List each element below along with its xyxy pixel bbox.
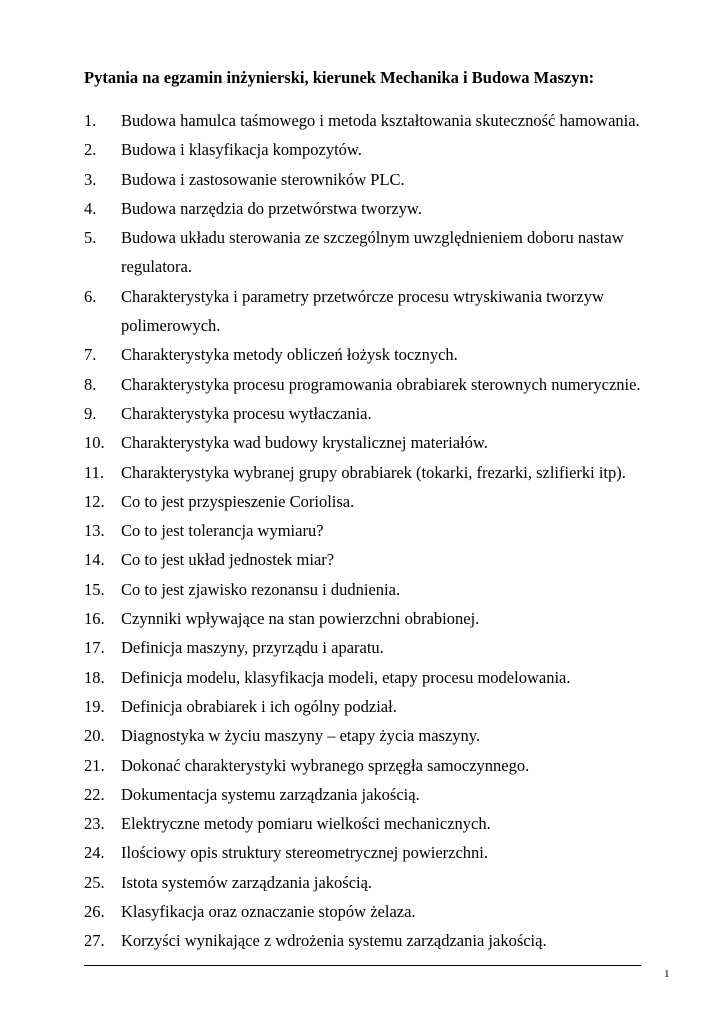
question-item (84, 780, 684, 809)
question-item (84, 751, 684, 780)
question-text: Budowa i zastosowanie sterowników PLC. (121, 169, 405, 189)
question-number: 3. (84, 169, 97, 189)
question-text: Budowa i klasyfikacja kompozytów. (121, 140, 362, 160)
question-item (84, 165, 684, 194)
page-number: 1 (664, 968, 670, 980)
question-text: Charakterystyka metody obliczeń łożysk tocznych. (121, 345, 458, 365)
question-list (84, 106, 684, 956)
question-text: Budowa hamulca taśmowego i metoda kształtowania skuteczność hamowania. (121, 111, 640, 130)
question-text: Charakterystyka procesu wytłaczania. (121, 403, 372, 423)
question-number: 25. (84, 872, 105, 892)
question-item (84, 545, 684, 574)
question-item (84, 194, 684, 223)
question-item (84, 926, 684, 955)
question-text: Diagnostyka w życiu maszyny – etapy życia maszyny. (121, 726, 481, 746)
question-number: 22. (84, 784, 105, 804)
question-text: Elektryczne metody pomiaru wielkości mechanicznych. (121, 814, 491, 834)
question-number: 23. (84, 814, 105, 834)
question-number: 16. (84, 609, 105, 629)
question-item (84, 838, 684, 867)
question-text: Budowa narzędzia do przetwórstwa tworzyw. (121, 198, 422, 218)
question-number: 7. (84, 345, 97, 365)
question-text: Co to jest przyspieszenie Coriolisa. (121, 491, 355, 511)
question-item (84, 692, 684, 721)
question-item (84, 721, 684, 750)
question-item (84, 897, 684, 926)
question-number: 27. (84, 931, 105, 951)
question-number: 14. (84, 550, 105, 570)
question-number: 26. (84, 902, 105, 922)
question-item (84, 663, 684, 692)
question-item (84, 633, 684, 662)
question-number: 2. (84, 140, 97, 160)
document-title: Pytania na egzamin inżynierski, kierunek Mechanika i Budowa Maszyn: (84, 68, 595, 87)
question-text: Co to jest zjawisko rezonansu i dudnienia. (121, 579, 401, 599)
question-number: 11. (84, 462, 105, 482)
question-number: 20. (84, 726, 105, 746)
question-text: Istota systemów zarządzania jakością. (121, 872, 373, 892)
question-text: Korzyści wynikające z wdrożenia systemu zarządzania jakością. (121, 931, 547, 951)
question-number: 18. (84, 667, 105, 687)
question-number: 6. (84, 286, 97, 306)
question-text: Co to jest tolerancja wymiaru? (121, 521, 324, 541)
footer-divider (84, 965, 641, 966)
question-text: Co to jest układ jednostek miar? (121, 550, 335, 570)
question-item (84, 428, 684, 457)
question-number: 19. (84, 696, 105, 716)
question-item (84, 604, 684, 633)
question-number: 24. (84, 843, 105, 863)
question-item (84, 809, 684, 838)
question-item (84, 223, 684, 282)
question-item (84, 370, 684, 399)
question-text: Dokumentacja systemu zarządzania jakością. (121, 784, 420, 804)
question-number: 21. (84, 755, 105, 775)
question-text: Definicja maszyny, przyrządu i aparatu. (121, 638, 384, 658)
question-number: 17. (84, 638, 105, 658)
question-item (84, 399, 684, 428)
question-number: 4. (84, 198, 97, 218)
question-text: Charakterystyka wad budowy krystalicznej materiałów. (121, 433, 488, 453)
question-text: Charakterystyka i parametry przetwórcze procesu wtryskiwania tworzyw polimerowych. (121, 286, 604, 336)
question-item (84, 340, 684, 369)
question-item (84, 282, 684, 341)
question-number: 5. (84, 228, 97, 248)
question-number: 10. (84, 433, 105, 453)
question-item (84, 575, 684, 604)
question-text: Ilościowy opis struktury stereometrycznej powierzchni. (121, 843, 489, 863)
question-number: 15. (84, 579, 105, 599)
question-item (84, 135, 684, 164)
question-text: Budowa układu sterowania ze szczególnym uwzględnieniem doboru nastaw regulatora. (121, 228, 624, 277)
question-number: 12. (84, 491, 105, 511)
question-number: 8. (84, 374, 97, 394)
question-item (84, 487, 684, 516)
question-text: Definicja modelu, klasyfikacja modeli, etapy procesu modelowania. (121, 667, 571, 687)
question-text: Definicja obrabiarek i ich ogólny podział. (121, 696, 397, 716)
question-text: Klasyfikacja oraz oznaczanie stopów żelaza. (121, 902, 416, 922)
question-text: Czynniki wpływające na stan powierzchni obrabionej. (121, 609, 480, 629)
question-number: 13. (84, 521, 105, 541)
question-text: Charakterystyka wybranej grupy obrabiarek (tokarki, frezarki, szlifierki itp). (121, 462, 626, 482)
question-number: 9. (84, 403, 97, 423)
question-item (84, 868, 684, 897)
question-number: 1. (84, 111, 97, 130)
question-item (84, 516, 684, 545)
question-item (84, 106, 684, 135)
question-text: Charakterystyka procesu programowania obrabiarek sterownych numerycznie. (121, 374, 641, 394)
question-item (84, 458, 684, 487)
question-text: Dokonać charakterystyki wybranego sprzęgła samoczynnego. (121, 755, 530, 775)
